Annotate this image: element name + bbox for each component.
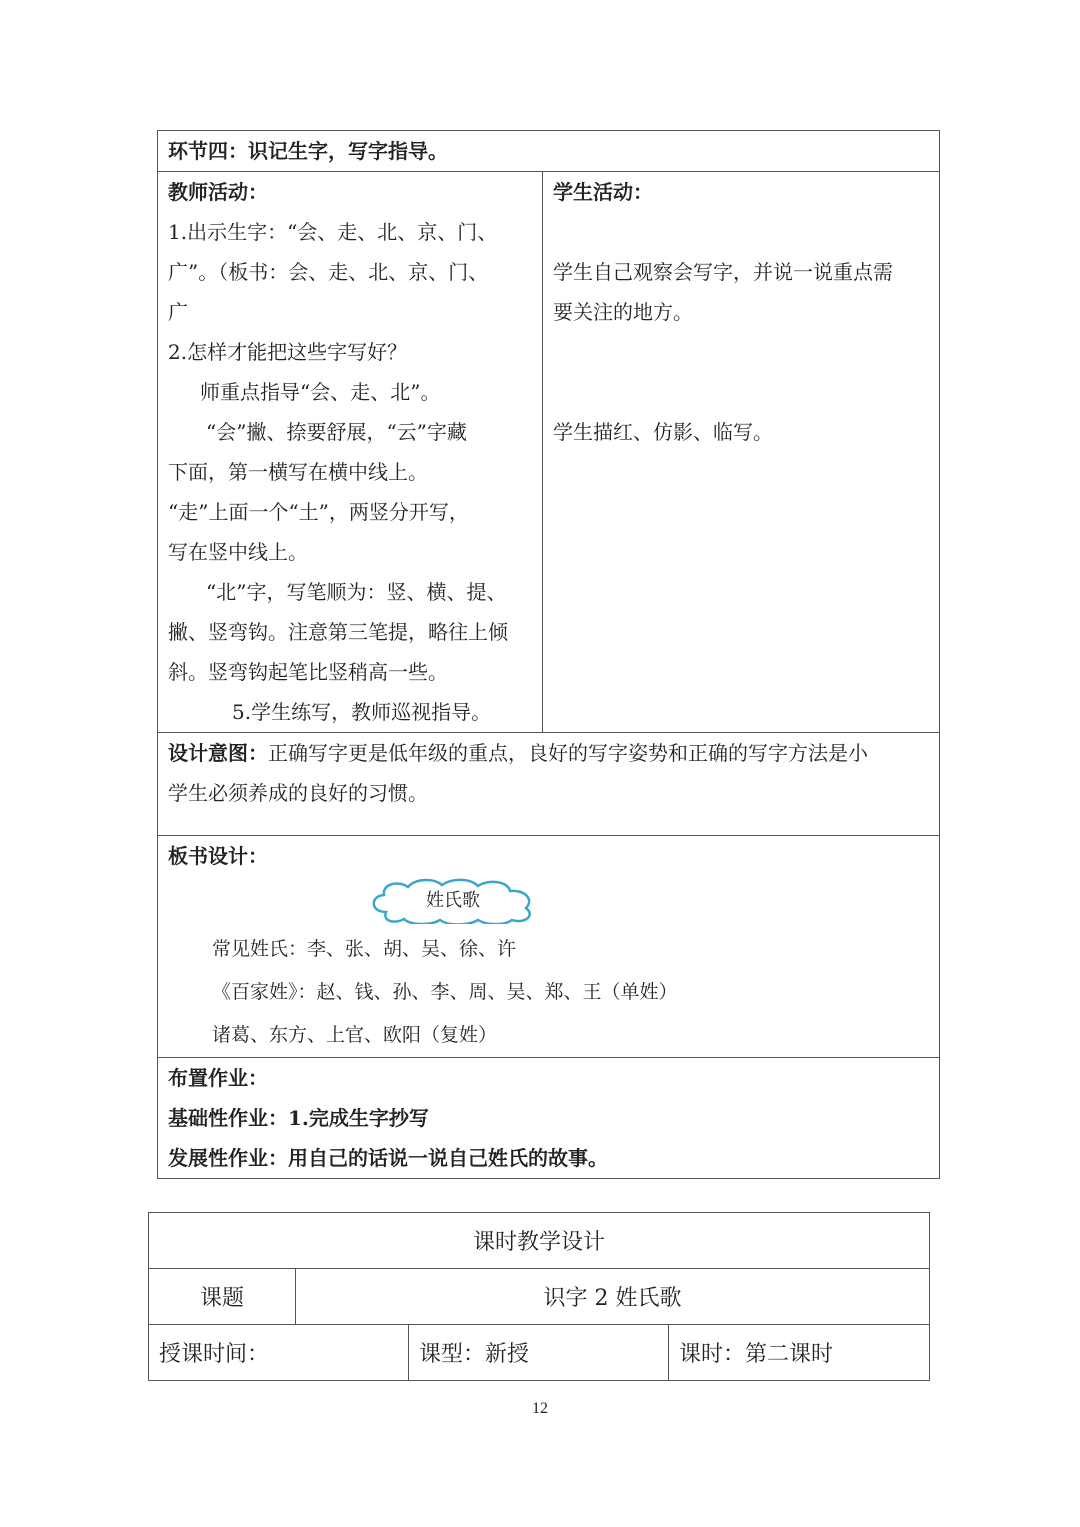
cloud-title-box xyxy=(168,876,929,928)
topic-label: 课题 xyxy=(149,1269,296,1325)
design-intent-label: 设计意图： xyxy=(168,741,268,765)
teacher-line-11: 撇、竖弯钩。注意第三笔提，略往上倾 xyxy=(168,620,508,644)
teacher-line-2: 广”。（板书：会、走、北、京、门、 xyxy=(168,260,489,284)
teacher-line-12: 斜。竖弯钩起笔比竖稍高一些。 xyxy=(168,660,448,684)
student-line-3: 学生描红、仿影、临写。 xyxy=(553,420,773,444)
board-design-cell xyxy=(158,836,940,1058)
type-value: 新授 xyxy=(485,1342,530,1367)
student-activity-title: 学生活动： xyxy=(553,180,653,204)
teacher-line-8: “走”上面一个“土”，两竖分开写， xyxy=(168,500,469,524)
design-intent-text-2: 学生必须养成的良好的习惯。 xyxy=(168,781,428,805)
lesson-table-title: 课时教学设计 xyxy=(149,1213,930,1269)
topic-value: 识字 2 姓氏歌 xyxy=(296,1269,930,1325)
teacher-line-9: 写在竖中线上。 xyxy=(168,540,308,564)
student-line-2: 要关注的地方。 xyxy=(553,300,693,324)
design-intent-cell xyxy=(158,733,940,836)
time-label: 授课时间： xyxy=(149,1325,409,1381)
teacher-line-10: “北”字，写笔顺为：竖、横、提、 xyxy=(206,580,507,604)
homework-basic: 基础性作业：1.完成生字抄写 xyxy=(168,1106,429,1130)
teacher-activity-cell xyxy=(158,172,543,733)
type-cell xyxy=(409,1325,669,1381)
teacher-line-4: 2.怎样才能把这些字写好？ xyxy=(168,340,408,364)
board-design-label: 板书设计： xyxy=(168,844,268,868)
homework-cell xyxy=(158,1058,940,1179)
section4-heading-cell xyxy=(158,131,940,172)
lesson-info-table xyxy=(148,1212,930,1381)
design-intent-text-1: 正确写字更是低年级的重点，良好的写字姿势和正确的写字方法是小 xyxy=(268,741,868,765)
page-number: 12 xyxy=(532,1400,548,1417)
board-line-3: 诸葛、东方、上官、欧阳（复姓） xyxy=(212,1024,498,1046)
teacher-line-6: “会”撇、捺要舒展，“云”字藏 xyxy=(206,420,467,444)
teacher-line-1: 1.出示生字：“会、走、北、京、门、 xyxy=(168,220,498,244)
teacher-line-13: 5.学生练写，教师巡视指导。 xyxy=(232,700,492,724)
student-activity-cell xyxy=(543,172,940,733)
teacher-line-7: 下面，第一横写在横中线上。 xyxy=(168,460,428,484)
homework-develop: 发展性作业：用自己的话说一说自己姓氏的故事。 xyxy=(168,1146,608,1170)
student-line-1: 学生自己观察会写字，并说一说重点需 xyxy=(553,260,893,284)
board-line-2: 《百家姓》：赵、钱、孙、李、周、吴、郑、王（单姓） xyxy=(212,981,678,1003)
section4-heading: 环节四：识记生字，写字指导。 xyxy=(168,139,448,163)
teacher-line-3: 广 xyxy=(168,300,188,324)
period-label: 课时： xyxy=(679,1342,746,1367)
homework-label: 布置作业： xyxy=(168,1066,268,1090)
teacher-line-5: 师重点指导“会、走、北”。 xyxy=(200,380,441,404)
type-label: 课型： xyxy=(419,1342,486,1367)
lesson-plan-table xyxy=(157,130,940,1179)
teacher-activity-title: 教师活动： xyxy=(168,180,268,204)
period-cell xyxy=(669,1325,930,1381)
period-value: 第二课时 xyxy=(745,1342,834,1367)
board-line-1: 常见姓氏：李、张、胡、吴、徐、许 xyxy=(212,938,517,960)
cloud-title: 姓氏歌 xyxy=(426,890,480,911)
